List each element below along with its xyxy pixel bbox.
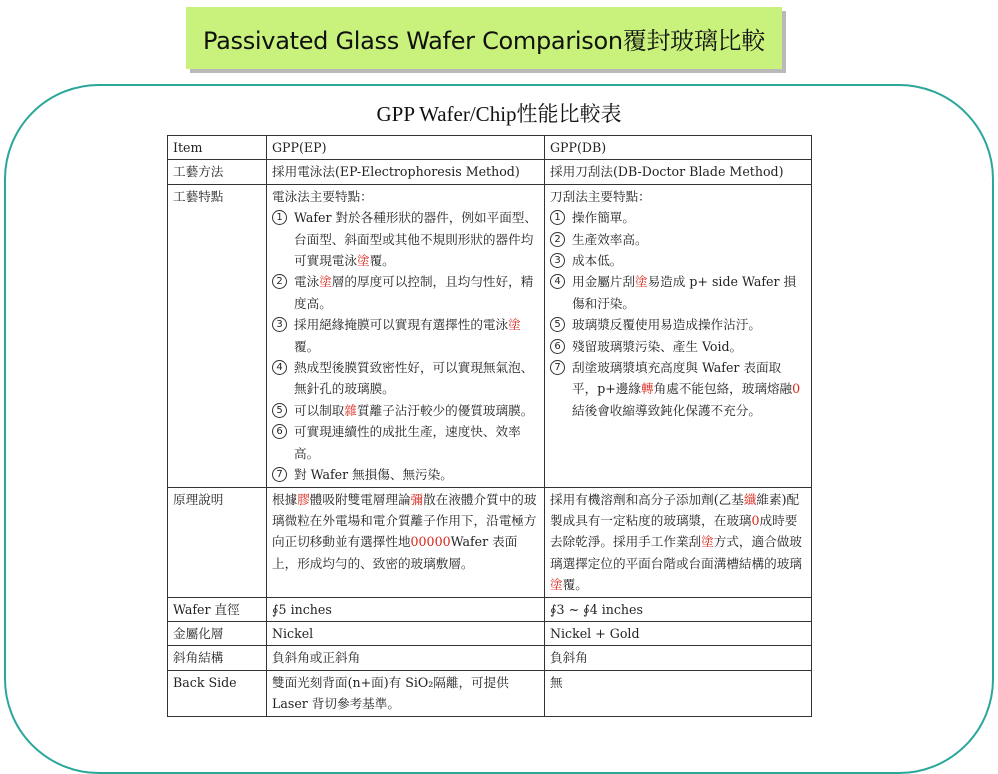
circled-number: 1	[272, 210, 287, 225]
back-side-row	[168, 670, 812, 716]
comparison-table	[167, 135, 812, 717]
header-gpp-db: GPP(DB)	[545, 136, 812, 160]
process-method-ep: 採用電泳法(EP-Electrophoresis Method)	[267, 160, 545, 184]
circled-number: 3	[550, 253, 565, 268]
bevel-label: 斜角結構	[168, 646, 267, 670]
wafer-diameter-ep: ∮5 inches	[267, 597, 545, 621]
wafer-diameter-label: Wafer 直徑	[168, 597, 267, 621]
list-item: 6 可實現連續性的成批生產，速度快、效率高。	[272, 421, 539, 464]
process-method-row	[168, 160, 812, 184]
list-item: 1 Wafer 對於各種形狀的器件，例如平面型、台面型、斜面型或其他不規則形狀的器件均可實現電泳塗覆。	[272, 207, 539, 271]
circled-number: 5	[272, 403, 287, 418]
list-item: 5 可以制取雜質離子沾汙較少的優質玻璃膜。	[272, 400, 539, 421]
list-item: 1 操作簡單。	[550, 207, 806, 228]
back-side-ep: 雙面光刻背面(n+面)有 SiO₂隔離，可提供 Laser 背切參考基準。	[267, 670, 545, 716]
metallization-label: 金屬化層	[168, 621, 267, 645]
process-features-row	[168, 184, 812, 487]
ep-features-list	[272, 207, 539, 485]
principle-db: 採用有機溶劑和高分子添加劑(乙基纖維素)配製成具有一定粘度的玻璃漿，在玻璃0成時要去除乾淨。採用手工作業刮塗方式，適合做玻璃選擇定位的平面台階或台面溝槽結構的玻璃塗覆。	[545, 487, 812, 597]
circled-number: 2	[272, 274, 287, 289]
back-side-label: Back Side	[168, 670, 267, 716]
db-features-list	[550, 207, 806, 421]
bevel-db: 負斜角	[545, 646, 812, 670]
list-item: 4 用金屬片刮塗易造成 p+ side Wafer 損傷和汙染。	[550, 271, 806, 314]
principle-ep: 根據膠體吸附雙電層理論彌散在液體介質中的玻璃微粒在外電場和電介質離子作用下，沿電極方向正切移動並有選擇性地00000Wafer 表面上，形成均勻的、致密的玻璃敷層。	[267, 487, 545, 597]
circled-number: 4	[272, 360, 287, 375]
header-row	[168, 136, 812, 160]
circled-number: 5	[550, 317, 565, 332]
principle-label: 原理說明	[168, 487, 267, 597]
process-method-db: 採用刀刮法(DB-Doctor Blade Method)	[545, 160, 812, 184]
back-side-db: 無	[545, 670, 812, 716]
list-item: 2 生產效率高。	[550, 229, 806, 250]
list-item: 7 對 Wafer 無損傷、無污染。	[272, 464, 539, 485]
db-features-intro: 刀刮法主要特點：	[550, 188, 651, 204]
table-title: GPP Wafer/Chip性能比較表	[376, 102, 622, 126]
circled-number: 6	[550, 339, 565, 354]
header-gpp-ep: GPP(EP)	[267, 136, 545, 160]
list-item: 3 採用絕緣掩膜可以實現有選擇性的電泳塗覆。	[272, 314, 539, 357]
circled-number: 1	[550, 210, 565, 225]
circled-number: 3	[272, 317, 287, 332]
process-features-ep	[267, 184, 545, 487]
bevel-ep: 負斜角或正斜角	[267, 646, 545, 670]
circled-number: 7	[272, 467, 287, 482]
metallization-ep: Nickel	[267, 621, 545, 645]
wafer-diameter-row	[168, 597, 812, 621]
circled-number: 4	[550, 274, 565, 289]
list-item: 4 熱成型後膜質致密性好，可以實現無氣泡、無針孔的玻璃膜。	[272, 357, 539, 400]
metallization-row	[168, 621, 812, 645]
list-item: 2 電泳塗層的厚度可以控制，且均勻性好，精度高。	[272, 271, 539, 314]
circled-number: 7	[550, 360, 565, 375]
process-method-label: 工藝方法	[168, 160, 267, 184]
principle-row	[168, 487, 812, 597]
process-features-db	[545, 184, 812, 487]
header-item: Item	[168, 136, 267, 160]
list-item: 5 玻璃漿反覆使用易造成操作沾汙。	[550, 314, 806, 335]
circled-number: 2	[550, 232, 565, 247]
circled-number: 6	[272, 424, 287, 439]
process-features-label: 工藝特點	[168, 184, 267, 487]
wafer-diameter-db: ∮3 ~ ∮4 inches	[545, 597, 812, 621]
bevel-row	[168, 646, 812, 670]
list-item: 3 成本低。	[550, 250, 806, 271]
metallization-db: Nickel + Gold	[545, 621, 812, 645]
list-item: 7 刮塗玻璃漿填充高度與 Wafer 表面取平，p+邊緣轉角處不能包絡，玻璃熔融0結後會收縮導致鈍化保護不充分。	[550, 357, 806, 421]
slide-title: Passivated Glass Wafer Comparison覆封玻璃比較	[186, 7, 782, 69]
ep-features-intro: 電泳法主要特點：	[272, 188, 373, 204]
list-item: 6 殘留玻璃漿污染、產生 Void。	[550, 336, 806, 357]
